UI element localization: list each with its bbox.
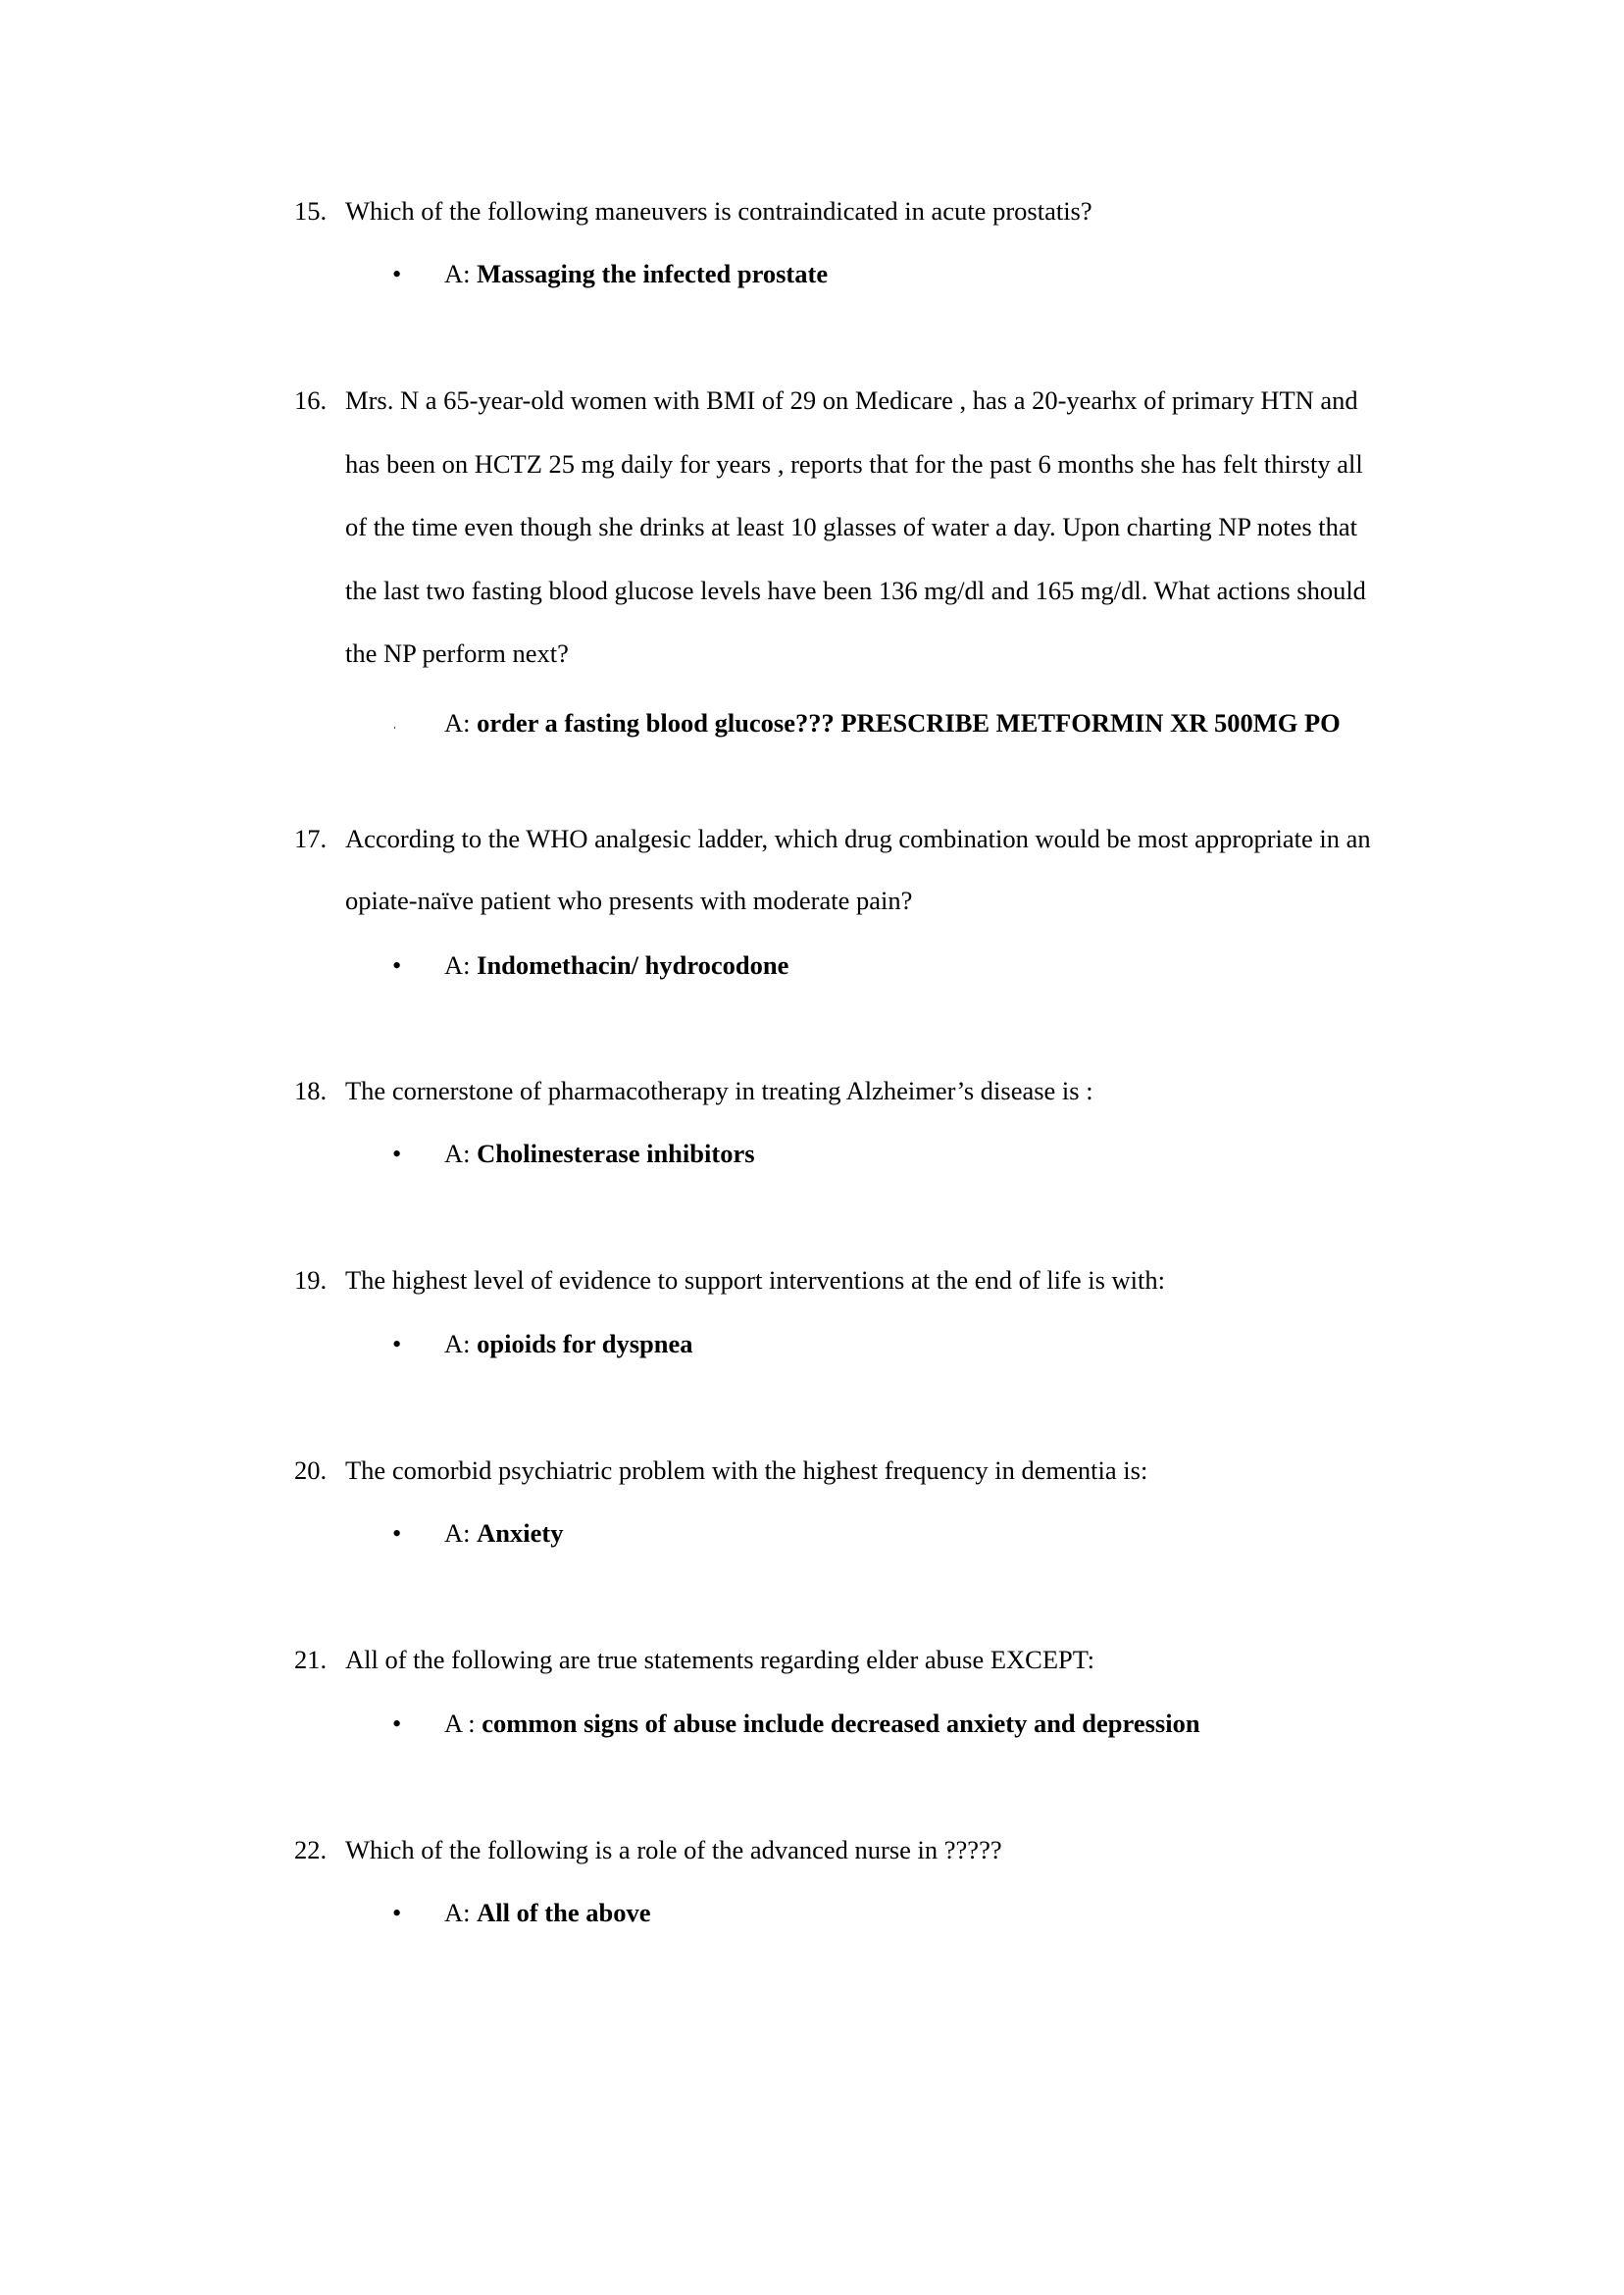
bullet-icon: • xyxy=(392,950,402,980)
answer xyxy=(444,950,788,980)
question-text: According to the WHO analgesic ladder, which drug combination would be most appropriate in an xyxy=(345,824,1371,853)
answer-prefix: A: xyxy=(444,1139,471,1168)
bullet-icon: • xyxy=(392,1139,402,1168)
answer xyxy=(444,1329,693,1358)
question-text: Which of the following is a role of the advanced nurse in ????? xyxy=(345,1835,1002,1864)
question-number: 15. xyxy=(294,196,328,226)
question-number: 16. xyxy=(294,385,328,415)
answer-prefix: A: xyxy=(444,1898,471,1927)
answer-prefix: A: xyxy=(444,1329,471,1358)
answer-prefix: A: xyxy=(444,259,471,288)
question-text: Which of the following maneuvers is contraindicated in acute prostatis? xyxy=(345,196,1092,226)
answer xyxy=(444,1708,1200,1738)
answer xyxy=(444,259,828,288)
answer-text: Cholinesterase inhibitors xyxy=(477,1139,755,1168)
question-number: 22. xyxy=(294,1835,328,1864)
answer-text: common signs of abuse include decreased anxiety and depression xyxy=(482,1708,1200,1738)
answer-prefix: A: xyxy=(444,950,471,980)
answer xyxy=(444,1139,755,1168)
question-text: has been on HCTZ 25 mg daily for years , reports that for the past 6 months she has felt thirsty all xyxy=(345,449,1363,479)
question-number: 17. xyxy=(294,824,328,853)
question-number: 21. xyxy=(294,1645,328,1674)
answer-prefix: A: xyxy=(444,1518,471,1548)
answer-text: Anxiety xyxy=(477,1518,564,1548)
question-number: 18. xyxy=(294,1076,328,1105)
question-text: opiate-naïve patient who presents with moderate pain? xyxy=(345,886,913,915)
question-text: All of the following are true statements regarding elder abuse EXCEPT: xyxy=(345,1645,1095,1674)
bullet-icon: • xyxy=(392,1898,402,1927)
question-text: The comorbid psychiatric problem with the highest frequency in dementia is: xyxy=(345,1455,1148,1485)
answer-text: Massaging the infected prostate xyxy=(477,259,829,288)
answer-text: All of the above xyxy=(477,1898,651,1927)
answer xyxy=(444,1518,563,1548)
answer-prefix: A : xyxy=(444,1708,476,1738)
question-text: the last two fasting blood glucose levels have been 136 mg/dl and 165 mg/dl. What actions should xyxy=(345,576,1366,605)
bullet-icon: • xyxy=(392,259,402,288)
question-text: of the time even though she drinks at least 10 glasses of water a day. Upon charting NP notes that xyxy=(345,512,1358,541)
answer-text: Indomethacin/ hydrocodone xyxy=(477,950,789,980)
bullet-icon: ˌ xyxy=(392,715,397,730)
answer-text: order a fasting blood glucose??? PRESCRIBE METFORMIN XR 500MG PO xyxy=(477,708,1341,738)
question-text: The cornerstone of pharmacotherapy in treating Alzheimer’s disease is : xyxy=(345,1076,1093,1105)
question-number: 20. xyxy=(294,1455,328,1485)
question-number: 19. xyxy=(294,1265,328,1295)
question-text: the NP perform next? xyxy=(345,638,569,668)
bullet-icon: • xyxy=(392,1329,402,1358)
answer xyxy=(444,708,1341,738)
question-text: The highest level of evidence to support interventions at the end of life is with: xyxy=(345,1265,1166,1295)
question-text: Mrs. N a 65-year-old women with BMI of 29 on Medicare , has a 20-yearhx of primary HTN and xyxy=(345,385,1358,415)
answer-prefix: A: xyxy=(444,708,471,738)
answer-text: opioids for dyspnea xyxy=(477,1329,693,1358)
bullet-icon: • xyxy=(392,1518,402,1548)
answer xyxy=(444,1898,651,1927)
bullet-icon: • xyxy=(392,1708,402,1738)
